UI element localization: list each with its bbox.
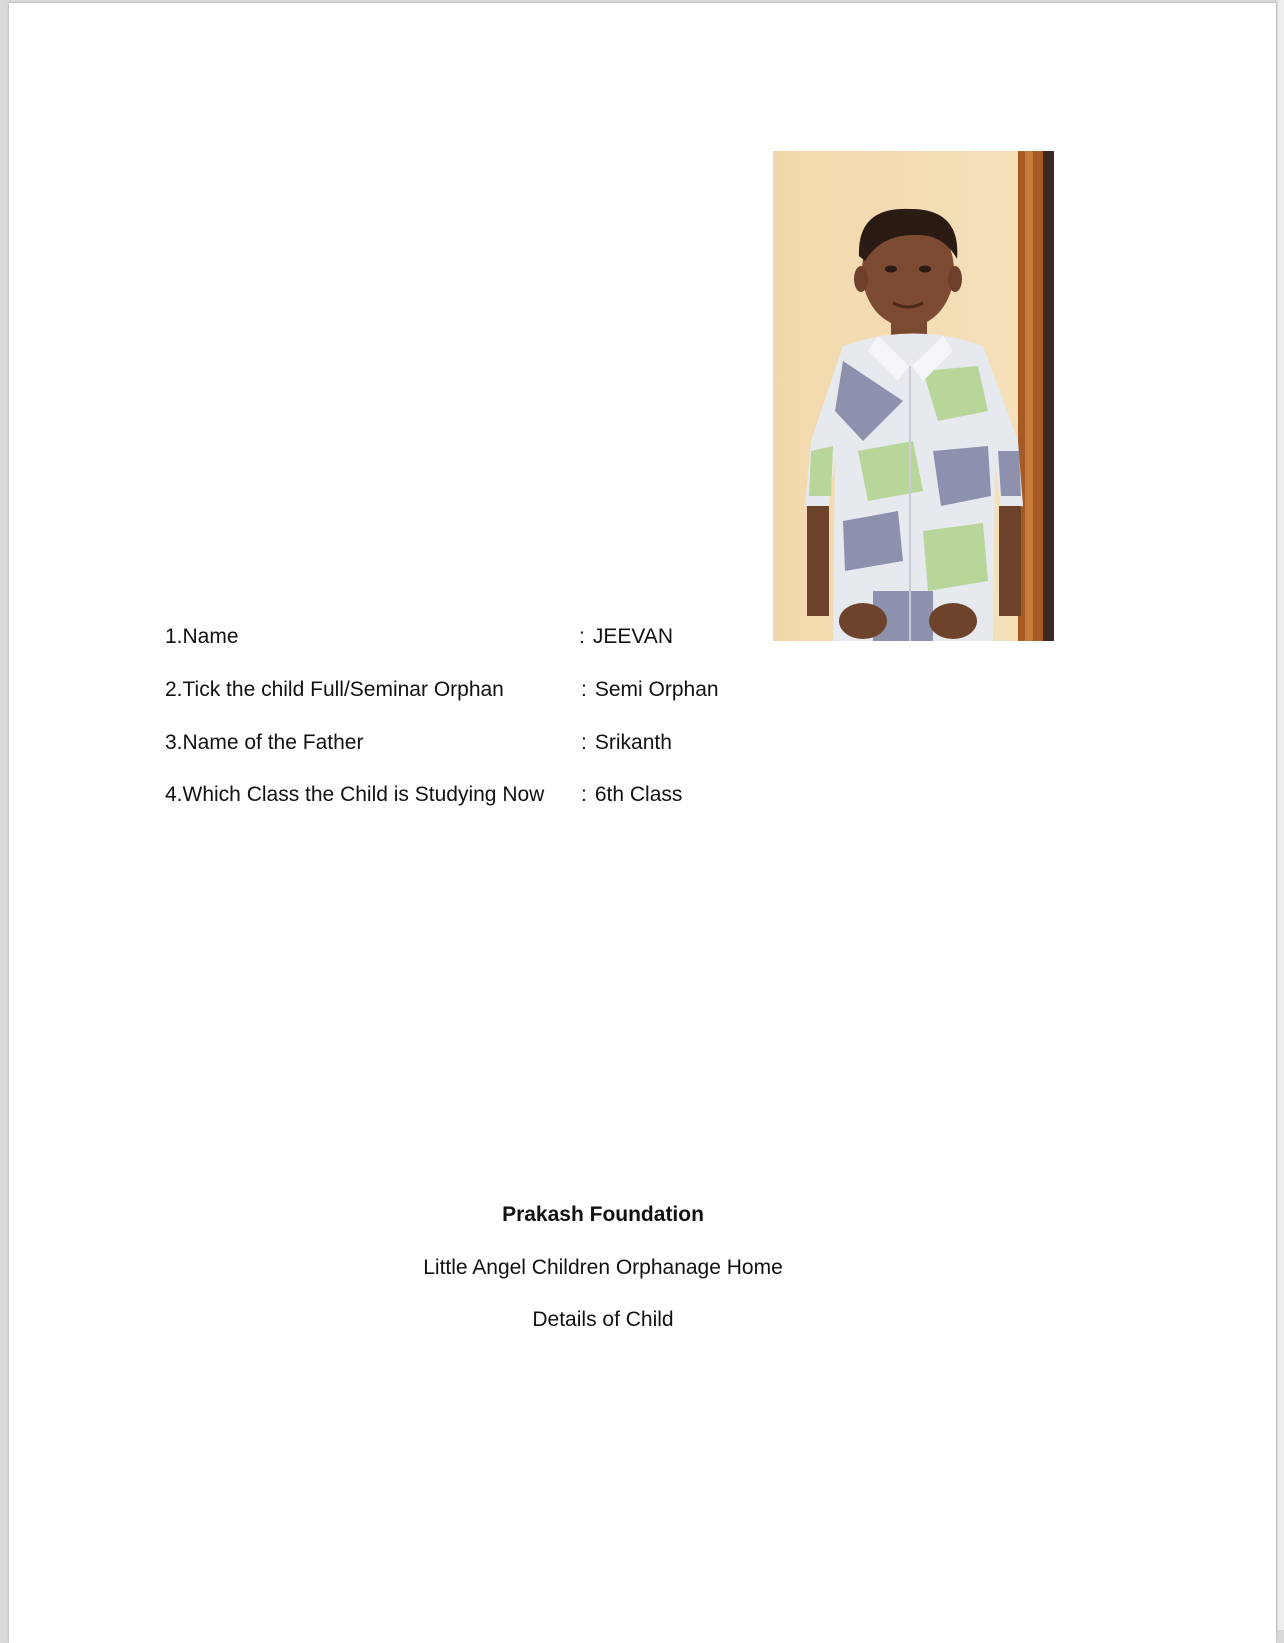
document-page [9,3,1276,1643]
child-name-value: JEEVAN [592,625,673,648]
detail-label: 3.Name of the Father [165,731,364,754]
detail-label: 4.Which Class the Child is Studying Now [165,783,545,806]
detail-value: : 6th Class [581,783,683,806]
class-value: 6th Class [594,783,683,806]
orphanage-home-name: Little Angel Children Orphanage Home [423,1256,783,1279]
child-portrait-image [773,151,1054,641]
detail-value: : Srikanth [581,731,672,754]
father-name-value: Srikanth [594,731,672,754]
section-heading: Details of Child [532,1308,674,1331]
child-photo [773,151,1054,641]
detail-value: : JEEVAN [579,625,673,648]
organization-title: Prakash Foundation [502,1203,704,1226]
page-edge [1278,0,1284,1630]
detail-label: 1.Name [165,625,239,648]
orphan-status-value: Semi Orphan [594,678,719,701]
detail-label: 2.Tick the child Full/Seminar Orphan [165,678,504,701]
detail-value: : Semi Orphan [581,678,719,701]
